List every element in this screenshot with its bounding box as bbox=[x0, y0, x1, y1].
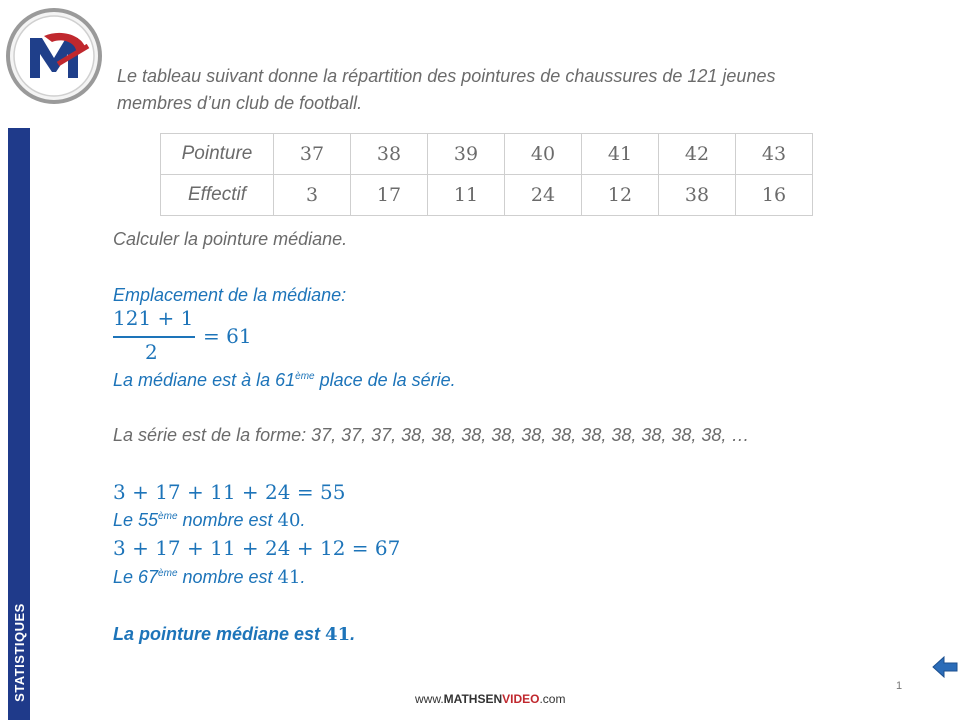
fraction-bar bbox=[113, 336, 195, 338]
table-cell: 38 bbox=[351, 134, 428, 175]
median-place-after: place de la série. bbox=[314, 370, 456, 390]
n67-sup: ème bbox=[158, 568, 178, 579]
footer-suffix: .com bbox=[539, 692, 566, 706]
sum-1: 3 + 17 + 11 + 24 = 55 bbox=[113, 480, 346, 504]
table-row-pointure bbox=[161, 134, 813, 175]
sidebar-label: STATISTIQUES bbox=[11, 602, 27, 702]
table-cell: 39 bbox=[428, 134, 505, 175]
table-cell: 12 bbox=[582, 175, 659, 216]
median-place-sup: ème bbox=[295, 371, 315, 382]
footer-brand-2: VIDEO bbox=[502, 692, 540, 706]
footer-url[interactable] bbox=[415, 692, 565, 706]
table-cell: 38 bbox=[659, 175, 736, 216]
conclusion-end: . bbox=[350, 624, 356, 644]
table-cell: 40 bbox=[505, 134, 582, 175]
n67-value: 41 bbox=[277, 567, 301, 588]
row-header-effectif: Effectif bbox=[161, 175, 274, 216]
n55-sup: ème bbox=[158, 511, 178, 522]
question-text: Calculer la pointure médiane. bbox=[113, 229, 348, 249]
mathsenvideo-logo bbox=[4, 6, 104, 106]
conclusion-label: La pointure médiane est bbox=[113, 624, 326, 644]
intro-line-2: membres d’un club de football. bbox=[117, 93, 363, 113]
table-row-effectif bbox=[161, 175, 813, 216]
n55-mid: nombre est bbox=[177, 510, 278, 530]
table-cell: 16 bbox=[736, 175, 813, 216]
fraction-result: = 61 bbox=[203, 324, 252, 348]
table-cell: 41 bbox=[582, 134, 659, 175]
n67-mid: nombre est bbox=[177, 567, 278, 587]
sidebar-label-box bbox=[8, 592, 30, 712]
n55-text bbox=[113, 508, 305, 533]
median-place-text bbox=[113, 368, 456, 392]
footer-brand-1: MATHSEN bbox=[443, 692, 503, 706]
shoe-size-table bbox=[160, 133, 813, 216]
row-header-pointure: Pointure bbox=[161, 134, 274, 175]
n67-end: . bbox=[300, 567, 306, 587]
fraction-denominator: 2 bbox=[145, 340, 158, 364]
n55-value: 40 bbox=[277, 510, 301, 531]
conclusion-value: 41 bbox=[325, 624, 351, 645]
conclusion-text bbox=[113, 622, 355, 647]
table-cell: 42 bbox=[659, 134, 736, 175]
n67-before: Le 67 bbox=[113, 567, 159, 587]
page-number: 1 bbox=[896, 680, 903, 692]
n55-end: . bbox=[300, 510, 306, 530]
table-cell: 37 bbox=[274, 134, 351, 175]
table-cell: 43 bbox=[736, 134, 813, 175]
sidebar-band bbox=[8, 128, 30, 720]
intro-line-1: Le tableau suivant donne la répartition des pointures de chaussures de 121 jeunes bbox=[117, 66, 776, 86]
n55-before: Le 55 bbox=[113, 510, 159, 530]
n67-text bbox=[113, 565, 305, 590]
table-cell: 3 bbox=[274, 175, 351, 216]
table-cell: 24 bbox=[505, 175, 582, 216]
table-cell: 17 bbox=[351, 175, 428, 216]
fraction-numerator: 121 + 1 bbox=[113, 306, 194, 330]
sum-2: 3 + 17 + 11 + 24 + 12 = 67 bbox=[113, 536, 401, 560]
back-arrow-icon[interactable] bbox=[931, 654, 959, 680]
table-cell: 11 bbox=[428, 175, 505, 216]
serie-text: La série est de la forme: 37, 37, 37, 38, 38, 38, 38, 38, 38, 38, 38, 38, 38, 38, … bbox=[113, 425, 750, 445]
footer-prefix: www. bbox=[415, 692, 444, 706]
median-place-before: La médiane est à la 61 bbox=[113, 370, 296, 390]
emplacement-heading: Emplacement de la médiane: bbox=[113, 285, 347, 305]
